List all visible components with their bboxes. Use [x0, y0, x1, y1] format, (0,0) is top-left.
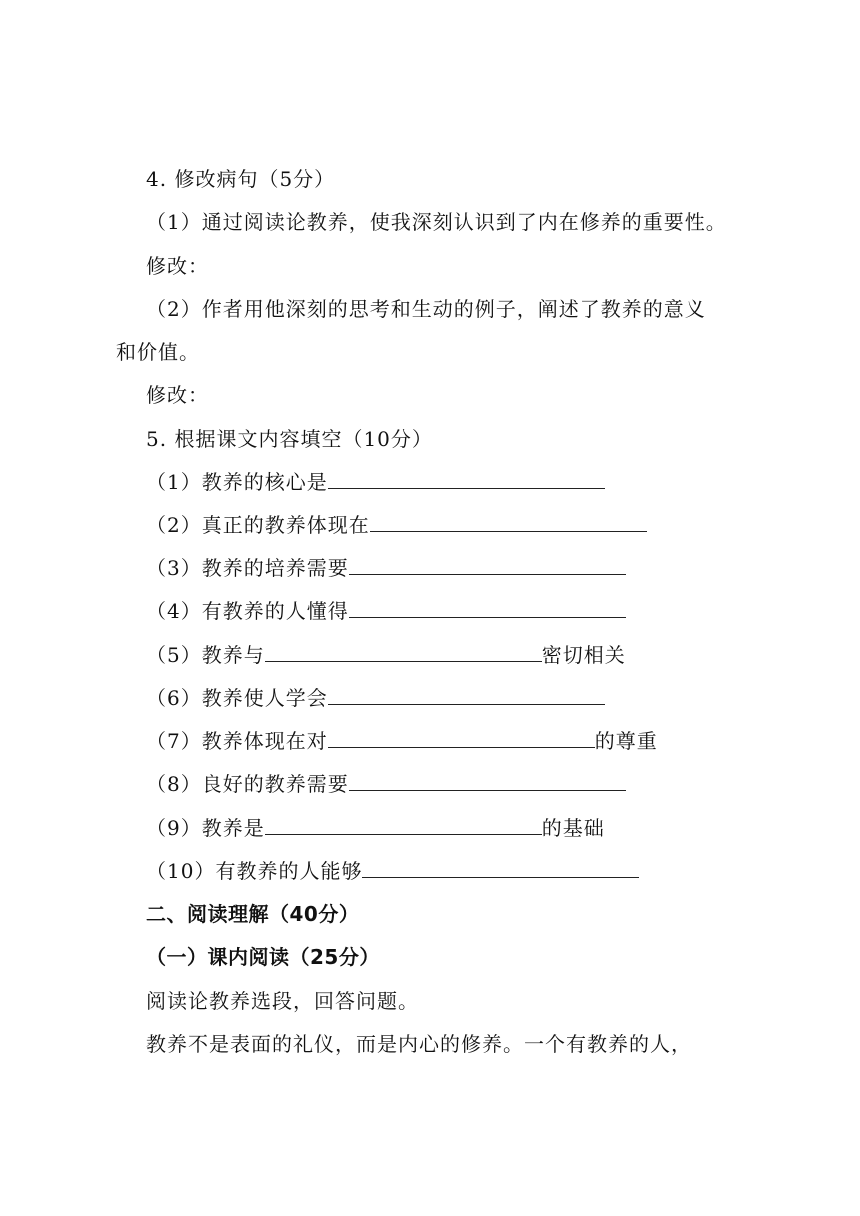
answer-blank[interactable]	[349, 597, 626, 618]
fill-item-6	[146, 684, 605, 712]
fill-item-9	[146, 814, 605, 842]
question-4-item-2-fix-label: 修改：	[146, 383, 209, 407]
fill-item-1	[146, 468, 605, 496]
fill-item-suffix: 的尊重	[594, 729, 658, 753]
fill-item-prefix: （1）教养的核心是	[146, 470, 328, 494]
fill-item-10	[146, 857, 639, 885]
fill-item-2	[146, 511, 647, 539]
fill-item-prefix: （6）教养使人学会	[146, 686, 328, 710]
fill-item-4	[146, 597, 626, 625]
fill-item-prefix: （5）教养与	[146, 643, 265, 667]
fill-item-prefix: （9）教养是	[146, 816, 265, 840]
question-4-item-2-line-2: 和价值。	[116, 340, 200, 364]
reading-instruction: 阅读论教养选段，回答问题。	[146, 989, 419, 1013]
answer-blank[interactable]	[265, 814, 542, 835]
answer-blank[interactable]	[349, 554, 626, 575]
fill-item-7	[146, 727, 658, 755]
fill-item-3	[146, 554, 626, 582]
question-4-title: 4. 修改病句（5分）	[146, 167, 336, 191]
answer-blank[interactable]	[328, 684, 605, 705]
question-4-item-2-line-1: （2）作者用他深刻的思考和生动的例子，阐述了教养的意义	[146, 297, 706, 321]
fill-item-prefix: （3）教养的培养需要	[146, 556, 349, 580]
question-5-title: 5. 根据课文内容填空（10分）	[146, 427, 433, 451]
section-2-subheading: （一）课内阅读（25分）	[146, 945, 380, 969]
answer-blank[interactable]	[328, 468, 605, 489]
answer-blank[interactable]	[370, 511, 647, 532]
fill-item-8	[146, 770, 626, 798]
answer-blank[interactable]	[362, 857, 639, 878]
fill-item-prefix: （8）良好的教养需要	[146, 772, 349, 796]
reading-passage-start: 教养不是表面的礼仪，而是内心的修养。一个有教养的人，	[146, 1032, 692, 1056]
fill-item-prefix: （2）真正的教养体现在	[146, 513, 370, 537]
fill-item-5	[146, 641, 626, 669]
question-4-item-1-fix-label: 修改：	[146, 254, 209, 278]
answer-blank[interactable]	[265, 641, 542, 662]
fill-item-prefix: （7）教养体现在对	[146, 729, 328, 753]
answer-blank[interactable]	[349, 770, 626, 791]
answer-blank[interactable]	[328, 727, 595, 748]
fill-item-suffix: 的基础	[541, 816, 605, 840]
fill-item-suffix: 密切相关	[541, 643, 626, 667]
question-4-item-1: （1）通过阅读论教养，使我深刻认识到了内在修养的重要性。	[146, 210, 727, 234]
fill-item-prefix: （4）有教养的人懂得	[146, 599, 349, 623]
fill-item-prefix: （10）有教养的人能够	[146, 859, 363, 883]
section-2-heading: 二、阅读理解（40分）	[146, 902, 360, 926]
